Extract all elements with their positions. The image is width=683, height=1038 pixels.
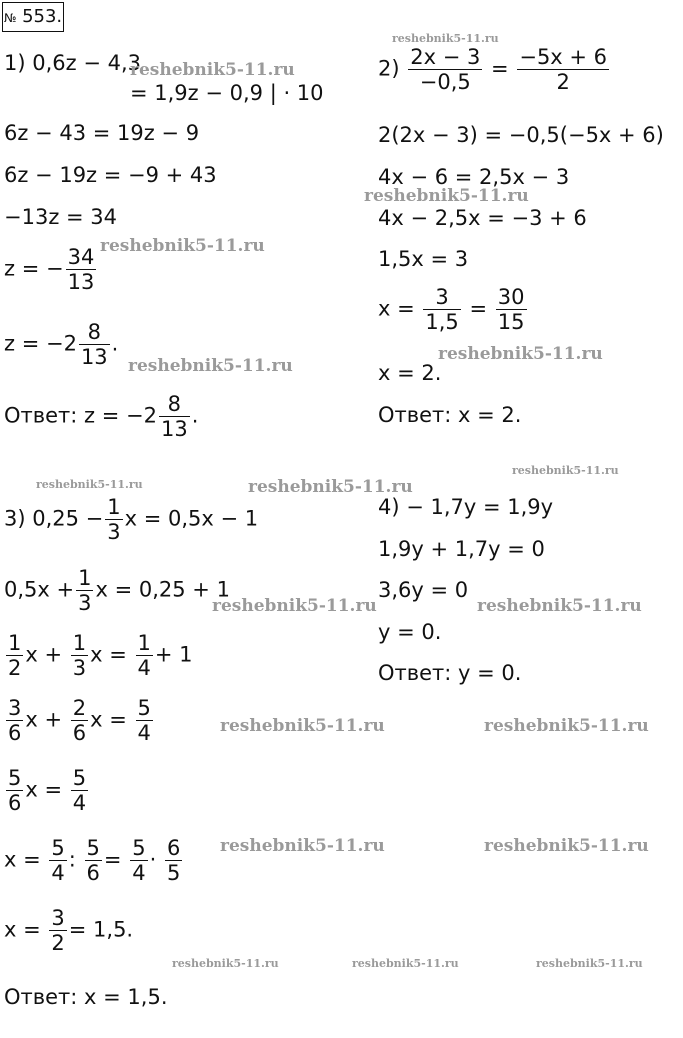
watermark: reshebnik5-11.ru xyxy=(100,236,265,256)
p2-line-7: x = 2. xyxy=(378,361,442,385)
watermark: reshebnik5-11.ru xyxy=(484,716,649,736)
p1-line-4: 6z − 19z = −9 + 43 xyxy=(4,163,217,187)
p4-answer: Ответ: y = 0. xyxy=(378,661,522,685)
p1-line-1: 1) 0,6z − 4,3 xyxy=(4,51,141,75)
fraction: $\frac{1}{4}$ xyxy=(137,631,151,680)
fraction: $\frac{1}{3}$ xyxy=(78,566,92,615)
problem-number-value: 553. xyxy=(22,6,63,27)
fraction: $\frac{2x - 3}{-0,5}$ xyxy=(410,45,481,94)
fraction: $\frac{2}{6}$ xyxy=(72,696,87,745)
p1-line-7: z = −2 $\frac{8}{13}$ . xyxy=(4,320,119,369)
fraction: $\frac{1}{3}$ xyxy=(107,495,121,544)
fraction: $\frac{5}{6}$ xyxy=(86,836,100,885)
problem-number xyxy=(2,2,64,32)
p3-line-7: x = $\frac{3}{2}$ = 1,5. xyxy=(4,906,134,955)
p1-answer: Ответ: z = −2 $\frac{8}{13}$ . xyxy=(4,392,199,441)
p4-line-1: 4) − 1,7y = 1,9y xyxy=(378,495,554,519)
p1-line-3: 6z − 43 = 19z − 9 xyxy=(4,121,200,145)
watermark: reshebnik5-11.ru xyxy=(130,60,295,80)
fraction: $\frac{6}{5}$ xyxy=(166,836,181,885)
p3-line-3: $\frac{1}{2}$ x + $\frac{1}{3}$ x = $\frac{1}{4}$ + 1 xyxy=(8,631,193,680)
p2-line-2: 2(2x − 3) = −0,5(−5x + 6) xyxy=(378,123,664,147)
p1-line-6: z = − $\frac{34}{13}$ xyxy=(4,245,95,294)
watermark: reshebnik5-11.ru xyxy=(536,957,643,970)
fraction: $\frac{5}{4}$ xyxy=(137,696,151,745)
watermark: reshebnik5-11.ru xyxy=(438,344,603,364)
watermark: reshebnik5-11.ru xyxy=(477,596,642,616)
watermark: reshebnik5-11.ru xyxy=(36,478,143,491)
p4-line-2: 1,9y + 1,7y = 0 xyxy=(378,537,545,561)
fraction: $\frac{34}{13}$ xyxy=(67,245,95,294)
fraction: $\frac{8}{13}$ xyxy=(160,392,188,441)
p2-line-6: x = $\frac{3}{1,5}$ = $\frac{30}{15}$ xyxy=(378,285,525,334)
p4-line-3: 3,6y = 0 xyxy=(378,578,469,602)
fraction: $\frac{-5x + 6}{2}$ xyxy=(519,45,608,94)
watermark: reshebnik5-11.ru xyxy=(172,957,279,970)
p3-line-6: x = $\frac{5}{4}$ : $\frac{5}{6}$ = $\frac{5}{4}$ · $\frac{6}{5}$ xyxy=(4,836,181,885)
p2-line-3: 4x − 6 = 2,5x − 3 xyxy=(378,165,570,189)
watermark: reshebnik5-11.ru xyxy=(248,477,413,497)
fraction: $\frac{3}{1,5}$ xyxy=(425,285,459,334)
fraction: $\frac{3}{6}$ xyxy=(8,696,22,745)
watermark: reshebnik5-11.ru xyxy=(220,716,385,736)
watermark: reshebnik5-11.ru xyxy=(484,836,649,856)
fraction: $\frac{5}{4}$ xyxy=(72,766,87,815)
p2-line-4: 4x − 2,5x = −3 + 6 xyxy=(378,206,587,230)
p2-answer: Ответ: x = 2. xyxy=(378,403,522,427)
p4-line-4: y = 0. xyxy=(378,620,442,644)
watermark: reshebnik5-11.ru xyxy=(352,957,459,970)
watermark: reshebnik5-11.ru xyxy=(128,356,293,376)
fraction: $\frac{1}{2}$ xyxy=(8,631,22,680)
p2-line-5: 1,5x = 3 xyxy=(378,247,469,271)
fraction: $\frac{5}{4}$ xyxy=(51,836,65,885)
p3-line-5: $\frac{5}{6}$ x = $\frac{5}{4}$ xyxy=(8,766,87,815)
watermark: reshebnik5-11.ru xyxy=(220,836,385,856)
fraction: $\frac{3}{2}$ xyxy=(51,906,65,955)
fraction: $\frac{30}{15}$ xyxy=(497,285,525,334)
fraction: $\frac{1}{3}$ xyxy=(72,631,87,680)
watermark: reshebnik5-11.ru xyxy=(364,186,529,206)
fraction: $\frac{5}{6}$ xyxy=(8,766,22,815)
p3-line-1: 3) 0,25 − $\frac{1}{3}$ x = 0,5x − 1 xyxy=(4,495,259,544)
number-sign: № xyxy=(3,11,17,25)
p3-answer: Ответ: x = 1,5. xyxy=(4,985,168,1009)
fraction: $\frac{5}{4}$ xyxy=(132,836,146,885)
watermark: reshebnik5-11.ru xyxy=(512,464,619,477)
fraction: $\frac{8}{13}$ xyxy=(80,320,108,369)
p2-line-1: 2) $\frac{2x - 3}{-0,5}$ = $\frac{-5x + 6}{2}$ xyxy=(378,45,608,94)
p3-line-2: 0,5x + $\frac{1}{3}$ x = 0,25 + 1 xyxy=(4,566,230,615)
p1-line-2: = 1,9z − 0,9 | · 10 xyxy=(130,81,324,105)
p1-line-5: −13z = 34 xyxy=(4,205,118,229)
watermark: reshebnik5-11.ru xyxy=(392,32,499,45)
p3-line-4: $\frac{3}{6}$ x + $\frac{2}{6}$ x = $\frac{5}{4}$ xyxy=(8,696,151,745)
watermark: reshebnik5-11.ru xyxy=(212,596,377,616)
